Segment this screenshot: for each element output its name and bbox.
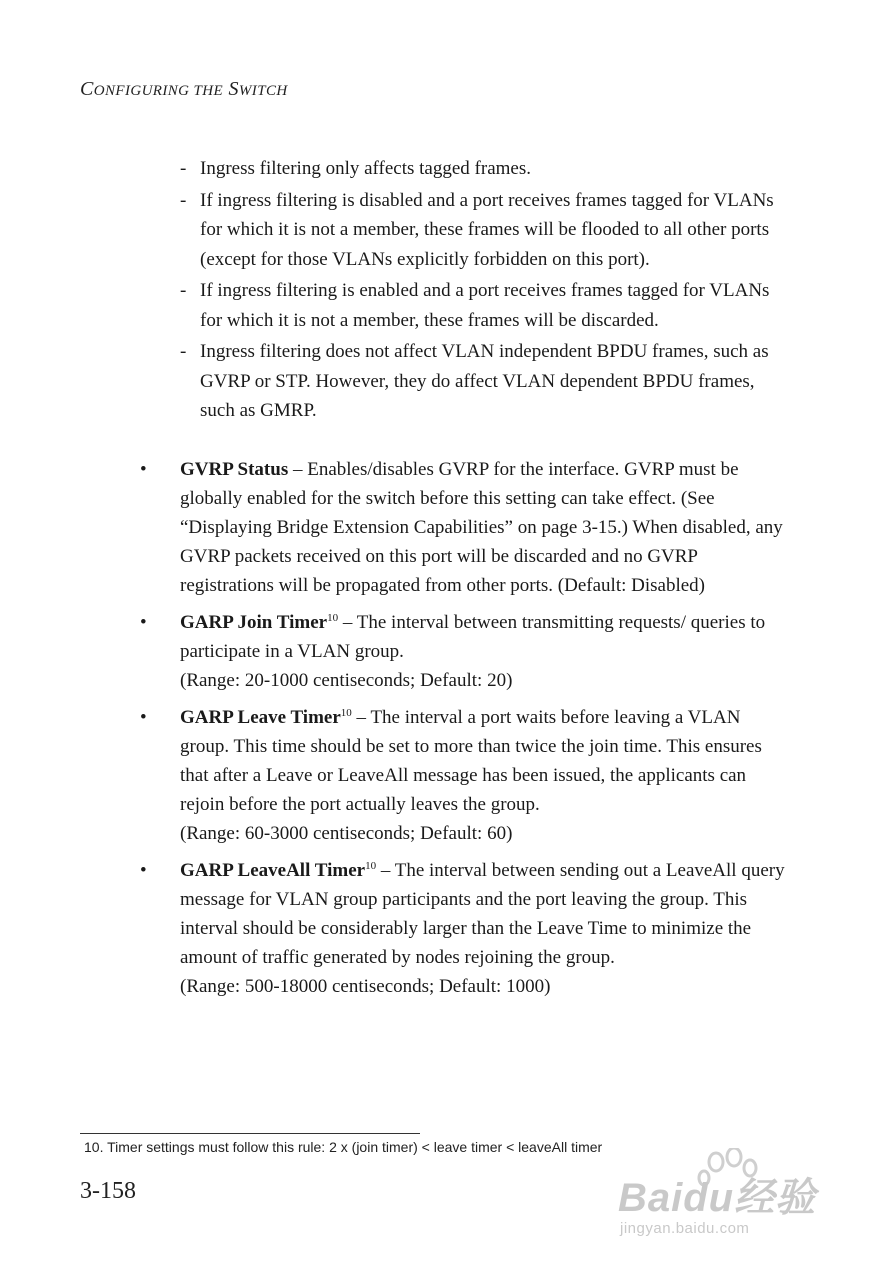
field-range: (Range: 500-18000 centiseconds; Default: 1000) — [180, 976, 551, 997]
bullet-marker: • — [140, 707, 147, 728]
baidu-watermark — [618, 1148, 838, 1248]
footnote-ref: 10 — [327, 612, 339, 624]
field-term: GARP LeaveAll Timer — [180, 860, 366, 881]
footnote-divider — [80, 1133, 420, 1134]
list-item — [178, 186, 788, 275]
field-range: (Range: 20-1000 centiseconds; Default: 20) — [180, 670, 513, 691]
list-item — [140, 455, 790, 600]
running-header — [80, 78, 288, 101]
list-item — [140, 856, 790, 1001]
dash-marker: - — [180, 280, 187, 301]
bullet-marker: • — [140, 860, 147, 881]
bullet-marker: • — [140, 612, 147, 633]
dash-marker: - — [180, 189, 187, 211]
dash-marker: - — [180, 158, 187, 179]
field-description: – The interval between sending out a LeaveAll query message for VLAN group participants and the port leaving the group. This interval should be considerably larger than the Leave Time to minimize the amount of traffic generated by nodes rejoining the group. — [180, 860, 785, 968]
bullet-marker: • — [140, 459, 147, 480]
field-term: GARP Join Timer — [180, 612, 328, 633]
field-description: – The interval a port waits before leaving a VLAN group. This time should be set to more than twice the join time. This ensures that after a Leave or LeaveAll message has been issued, the applicants can rejoin before the port actually leaves the group. — [180, 707, 762, 815]
field-descriptions — [140, 455, 790, 1009]
ingress-filtering-notes — [178, 154, 788, 428]
field-range: (Range: 60-3000 centiseconds; Default: 60) — [180, 823, 513, 844]
page-number: 3-158 — [80, 1178, 136, 1204]
field-term: GVRP Status — [180, 459, 289, 480]
field-term: GARP Leave Timer — [180, 707, 341, 728]
note-text: Ingress filtering only affects tagged frames. — [200, 158, 531, 179]
list-item — [140, 703, 790, 848]
watermark-site: jingyan.baidu.com — [620, 1220, 750, 1237]
list-item — [140, 608, 790, 695]
footnote-text: 10. Timer settings must follow this rule: 2 x (join timer) < leave timer < leaveAll timer — [84, 1139, 603, 1155]
list-item — [178, 276, 788, 335]
note-text: Ingress filtering does not affect VLAN independent BPDU frames, such as GVRP or STP. However, they do affect VLAN dependent BPDU frames, such as GMRP. — [200, 341, 769, 421]
dash-marker: - — [180, 341, 187, 362]
watermark-brand: Baidu经验 — [618, 1176, 817, 1220]
note-text: If ingress filtering is enabled and a port receives frames tagged for VLANs for which it is not a member, these frames will be discarded. — [200, 280, 770, 331]
field-description: – Enables/disables GVRP for the interface. GVRP must be globally enabled for the switch before this setting can take effect. (See “Displaying Bridge Extension Capabilities” on page 3-15.) When disabled, any GVRP packets received on this port will be discarded and no GVRP registrations will be propagated from other ports. (Default: Disabled) — [180, 459, 783, 596]
note-text: If ingress filtering is disabled and a port receives frames tagged for VLANs for which it is not a member, these frames will be flooded to all other ports (except for those VLANs explicitly forbidden on this port). — [200, 189, 774, 270]
list-item — [178, 337, 788, 426]
running-title: CONFIGURING THE SWITCH — [80, 78, 288, 100]
footnote-ref: 10 — [365, 860, 377, 872]
field-description: – The interval between transmitting requests/ queries to participate in a VLAN group. — [180, 612, 766, 662]
footnote-ref: 10 — [340, 707, 352, 719]
list-item — [178, 154, 788, 184]
